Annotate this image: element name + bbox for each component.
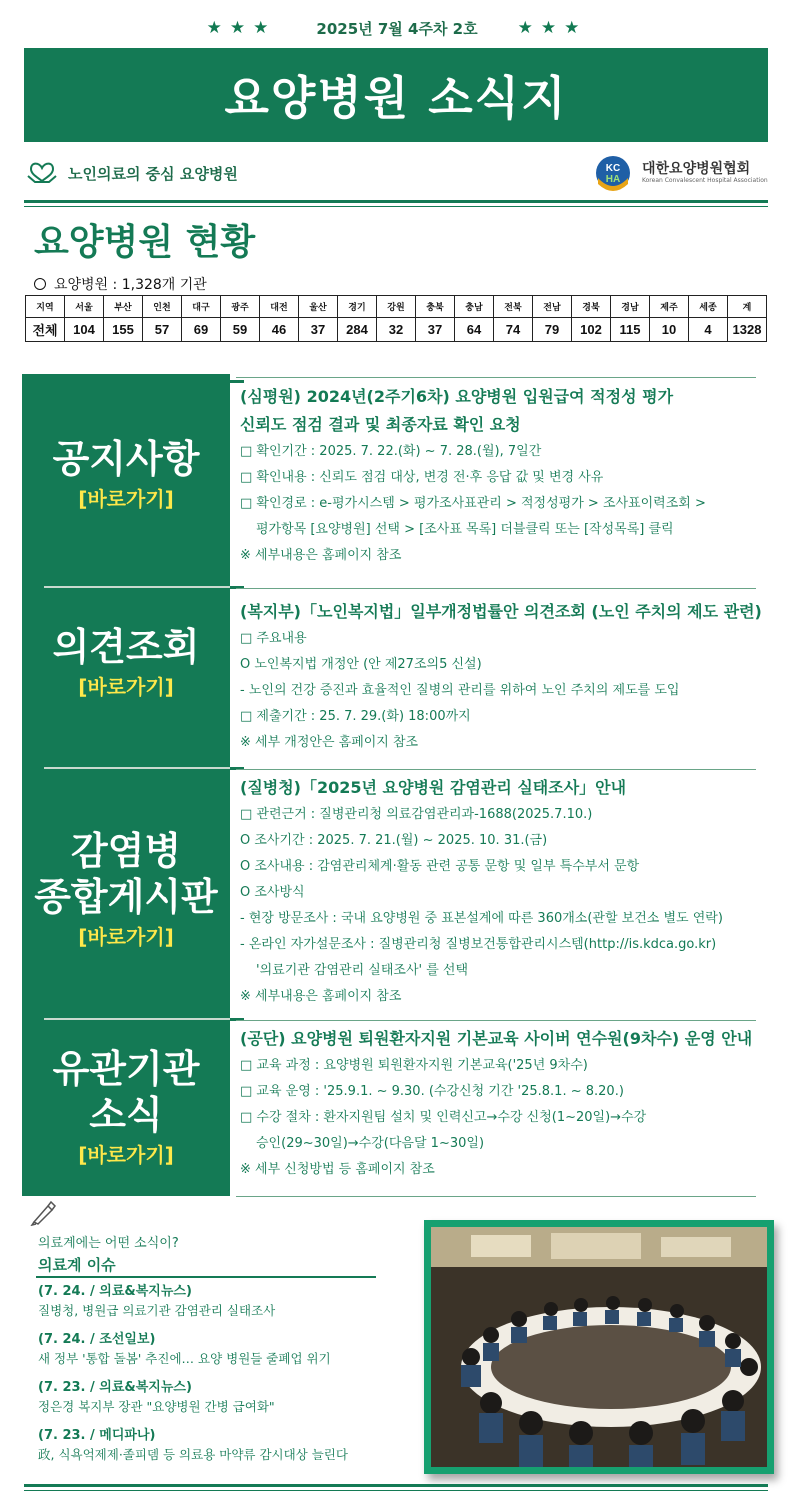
table-value-cell: 32 (377, 318, 416, 342)
slogan: 노인의료의 중심 요양병원 (68, 165, 238, 183)
section-line: □ 확인경로 : e-평가시스템 > 평가조사표관리 > 적정성평가 > 조사표이력조회 > (240, 496, 706, 511)
kcha-logo-icon (592, 154, 636, 192)
section-line: - 온라인 자가설문조사 : 질병관리청 질병보건통합관리시스템(http://is.kdca.go.kr) (240, 937, 717, 952)
news-title[interactable]: 새 정부 '통합 돌봄' 추진에… 요양 병원들 줄폐업 위기 (38, 1351, 331, 1366)
table-value-cell: 57 (143, 318, 182, 342)
svg-text:KC: KC (605, 163, 621, 174)
table-header-cell: 전남 (533, 296, 572, 318)
section-line: ※ 세부내용은 홈페이지 참조 (240, 989, 402, 1004)
table-header-cell: 부산 (104, 296, 143, 318)
section-line: ※ 세부 신청방법 등 홈페이지 참조 (240, 1162, 435, 1177)
news-source: (7. 23. / 메디파나) (38, 1428, 156, 1443)
news-item[interactable] (38, 1378, 408, 1416)
table-row-label: 전체 (26, 318, 65, 342)
table-value-cell: 59 (221, 318, 260, 342)
section-line: □ 확인기간 : 2025. 7. 22.(화) ~ 7. 28.(월), 7일간 (240, 444, 542, 459)
section-rule (236, 1020, 756, 1021)
heart-hands-icon (26, 160, 58, 186)
table-value-cell: 10 (650, 318, 689, 342)
table-header-cell: 충북 (416, 296, 455, 318)
org-name-en: Korean Convalescent Hospital Association (642, 177, 768, 184)
news-item[interactable] (38, 1282, 408, 1320)
table-value-cell: 79 (533, 318, 572, 342)
panel-divider (44, 767, 240, 769)
table-header-cell: 광주 (221, 296, 260, 318)
news-question: 의료계에는 어떤 소식이? (38, 1236, 179, 1251)
category-title: 유관기관 (52, 1047, 200, 1091)
notice-content (240, 383, 788, 569)
section-headline: (질병청)「2025년 요양병원 감염관리 실태조사」안내 (240, 778, 627, 797)
shortcut-link-notice[interactable]: [바로가기] (78, 487, 174, 511)
news-source: (7. 23. / 의료&복지뉴스) (38, 1380, 192, 1395)
hospital-count (34, 274, 207, 294)
section-line: □ 수강 절차 : 환자지원팀 설치 및 인력신고→수강 신청(1~20일)→수강 (240, 1110, 647, 1125)
section-headline: (공단) 요양병원 퇴원환자지원 기본교육 사이버 연수원(9차수) 운영 안내 (240, 1029, 753, 1048)
category-notice (22, 436, 230, 514)
section-line: O 조사방식 (240, 885, 305, 900)
table-value-cell: 102 (572, 318, 611, 342)
table-header-cell: 대전 (260, 296, 299, 318)
section-line: □ 교육 운영 : '25.9.1. ~ 9.30. (수강신청 기간 '25.8.1. ~ 8.20.) (240, 1084, 624, 1099)
shortcut-link-agency[interactable]: [바로가기] (78, 1143, 174, 1167)
table-header-cell: 강원 (377, 296, 416, 318)
star-icons-right: ★★★ (517, 18, 588, 38)
category-title: 종합게시판 (34, 875, 218, 919)
table-header-cell: 경남 (611, 296, 650, 318)
table-header-cell: 충남 (455, 296, 494, 318)
table-header-cell: 전북 (494, 296, 533, 318)
news-title[interactable]: 질병청, 병원급 의료기관 감염관리 실태조사 (38, 1303, 276, 1318)
section-line: O 조사내용 : 감염관리체계·활동 관련 공통 문항 및 일부 특수부서 문항 (240, 859, 640, 874)
category-infection (22, 828, 230, 952)
panel-divider (44, 1018, 240, 1020)
meeting-photo (424, 1220, 774, 1474)
section-line: ※ 세부 개정안은 홈페이지 참조 (240, 735, 419, 750)
section-rule (236, 377, 756, 378)
slogan-row (24, 150, 768, 196)
table-header-label: 지역 (26, 296, 65, 318)
section-line: O 조사기간 : 2025. 7. 21.(월) ~ 2025. 10. 31.(금) (240, 833, 548, 848)
table-value-cell: 46 (260, 318, 299, 342)
section-line: 승인(29~30일)→수강(다음달 1~30일) (256, 1136, 485, 1151)
category-title: 공지사항 (52, 437, 200, 481)
issue-line (0, 14, 794, 42)
section-line: □ 확인내용 : 신뢰도 점검 대상, 변경 전·후 응답 값 및 변경 사유 (240, 470, 604, 485)
status-title: 요양병원 현황 (34, 222, 256, 263)
news-heading: 의료계 이슈 (38, 1256, 116, 1274)
table-header-cell: 경기 (338, 296, 377, 318)
section-rule (236, 1196, 756, 1197)
shortcut-link-infection[interactable]: [바로가기] (78, 925, 174, 949)
table-header-cell: 세종 (689, 296, 728, 318)
category-opinion (22, 624, 230, 702)
section-rule (236, 588, 756, 589)
table-value-cell: 1328 (728, 318, 767, 342)
table-value-cell: 284 (338, 318, 377, 342)
table-header-cell: 경북 (572, 296, 611, 318)
table-header-cell: 계 (728, 296, 767, 318)
section-line: - 노인의 건강 증진과 효율적인 질병의 관리를 위하여 노인 주치의 제도를 도입 (240, 683, 680, 698)
table-value-cell: 74 (494, 318, 533, 342)
section-line: □ 관련근거 : 질병관리청 의료감염관리과-1688(2025.7.10.) (240, 807, 593, 822)
news-source: (7. 24. / 의료&복지뉴스) (38, 1284, 192, 1299)
table-value-cell: 115 (611, 318, 650, 342)
top-divider-thin (24, 206, 768, 207)
issue-number: 2025년 7월 4주차 2호 (316, 19, 478, 38)
table-header-cell: 인천 (143, 296, 182, 318)
section-rule (236, 769, 756, 770)
section-headline: (심평원) 2024년(2주기6차) 요양병원 입원급여 적정성 평가 (240, 387, 674, 406)
section-line: □ 제출기간 : 25. 7. 29.(화) 18:00까지 (240, 709, 471, 724)
table-value-cell: 69 (182, 318, 221, 342)
section-line: '의료기관 감염관리 실태조사' 를 선택 (256, 963, 469, 978)
agency-content (240, 1025, 788, 1183)
meeting-photo-image (431, 1227, 767, 1467)
top-divider (24, 200, 768, 203)
table-header-cell: 울산 (299, 296, 338, 318)
newsletter-title: 요양병원 소식지 (224, 71, 568, 125)
table-value-cell: 155 (104, 318, 143, 342)
bottom-divider-thin (24, 1490, 768, 1491)
table-value-cell: 104 (65, 318, 104, 342)
news-source: (7. 24. / 조선일보) (38, 1332, 156, 1347)
table-header-cell: 서울 (65, 296, 104, 318)
section-line: O 노인복지법 개정안 (안 제27조의5 신설) (240, 657, 482, 672)
org-logo[interactable] (592, 154, 768, 192)
table-value-cell: 37 (416, 318, 455, 342)
news-title[interactable]: 정은경 복지부 장관 "요양병원 간병 급여화" (38, 1399, 275, 1414)
category-panel (22, 374, 230, 1196)
table-value-row (26, 318, 767, 342)
section-line: ※ 세부내용은 홈페이지 참조 (240, 548, 402, 563)
table-value-cell: 37 (299, 318, 338, 342)
newsletter-banner (24, 48, 768, 142)
table-header-cell: 대구 (182, 296, 221, 318)
news-item[interactable] (38, 1426, 408, 1464)
shortcut-link-opinion[interactable]: [바로가기] (78, 675, 174, 699)
section-headline: 신뢰도 점검 결과 및 최종자료 확인 요청 (240, 415, 521, 434)
opinion-content (240, 598, 788, 756)
star-icons-left: ★★★ (206, 18, 277, 38)
infection-content (240, 774, 788, 1010)
table-value-cell: 4 (689, 318, 728, 342)
section-line: □ 교육 과정 : 요양병원 퇴원환자지원 기본교육('25년 9차수) (240, 1058, 588, 1073)
news-underline (36, 1276, 376, 1278)
section-headline: (복지부)「노인복지법」일부개정법률안 의견조회 (노인 주치의 제도 관련) (240, 602, 762, 621)
category-title: 소식 (89, 1093, 163, 1137)
region-stats-table (25, 295, 767, 342)
section-line: - 현장 방문조사 : 국내 요양병원 중 표본설계에 따른 360개소(관할 보건소 별도 연락) (240, 911, 723, 926)
news-item[interactable] (38, 1330, 408, 1368)
circle-bullet-icon (34, 278, 46, 290)
hospital-count-text: 요양병원 : 1,328개 기관 (54, 277, 207, 293)
pen-icon (30, 1200, 56, 1226)
category-title: 감염병 (70, 829, 182, 873)
table-header-cell: 제주 (650, 296, 689, 318)
category-agency (22, 1046, 230, 1170)
table-value-cell: 64 (455, 318, 494, 342)
svg-text:HA: HA (605, 174, 621, 185)
org-name: 대한요양병원협회 (642, 161, 751, 177)
news-title[interactable]: 政, 식욕억제제·졸피뎀 등 의료용 마약류 감시대상 늘린다 (38, 1447, 348, 1462)
table-header-row (26, 296, 767, 318)
bottom-divider (24, 1484, 768, 1487)
category-title: 의견조회 (52, 625, 200, 669)
panel-divider (44, 586, 240, 588)
section-line: □ 주요내용 (240, 631, 307, 646)
section-line: 평가항목 [요양병원] 선택 > [조사표 목록] 더블클릭 또는 [작성목록] 클릭 (256, 522, 674, 537)
